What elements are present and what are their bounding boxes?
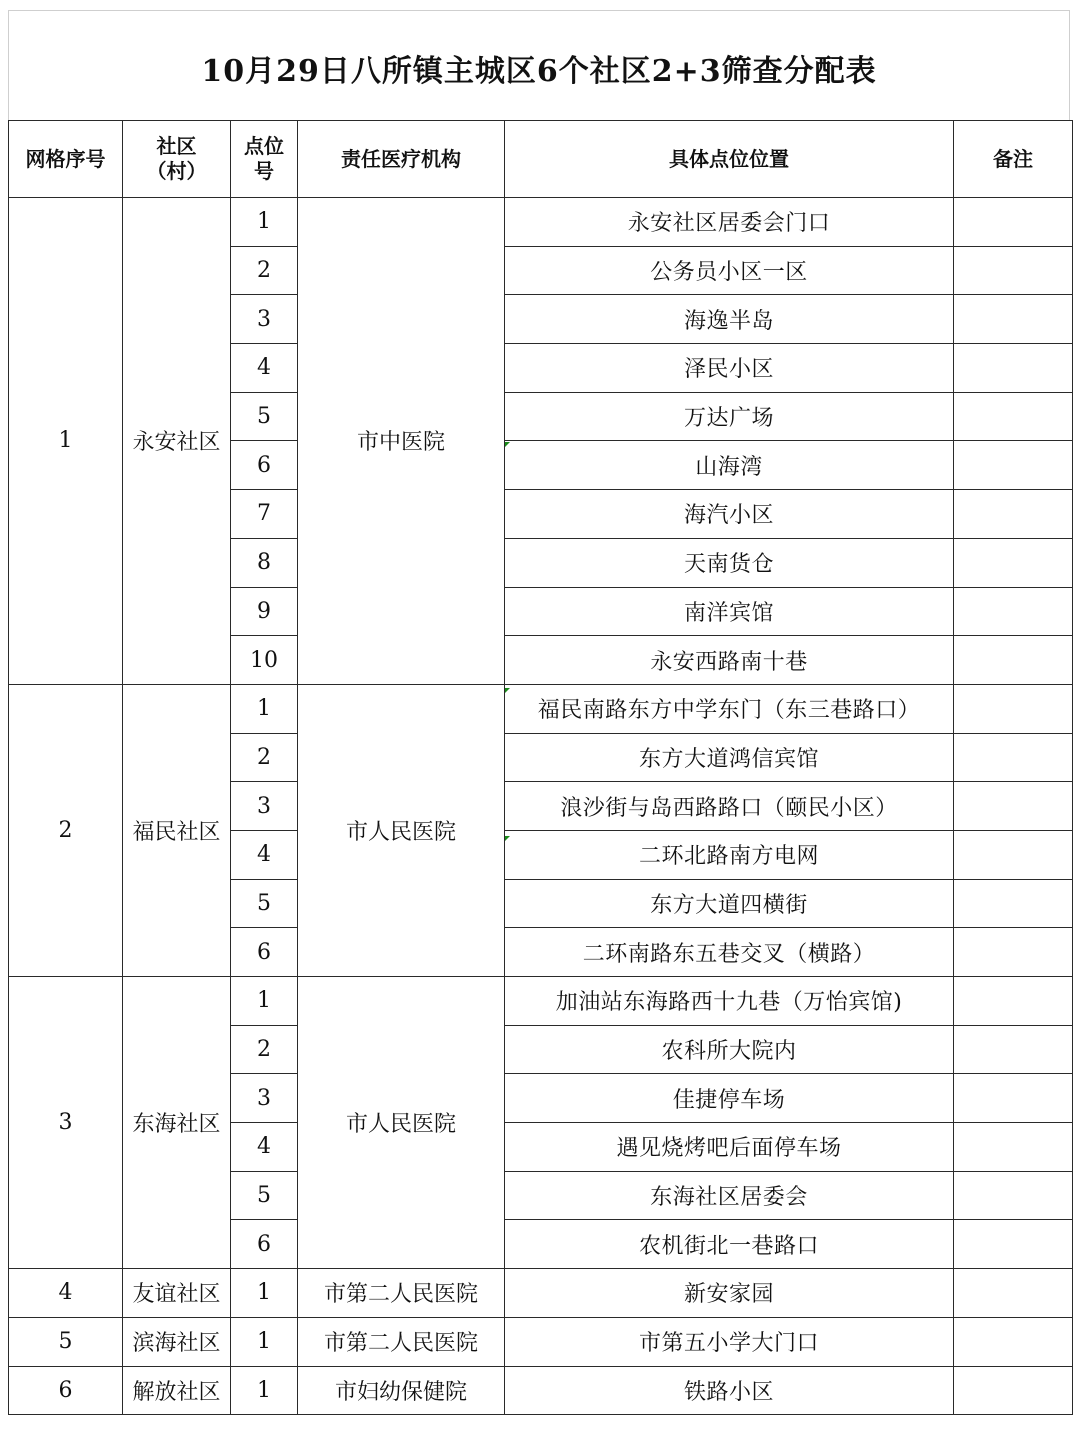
community-cell: 福民社区: [123, 684, 231, 976]
table-row: [9, 198, 1073, 247]
community-cell: 友谊社区: [123, 1269, 231, 1318]
point-number-cell: 1: [231, 1269, 298, 1318]
table-row: [9, 977, 1073, 1026]
remark-cell: [954, 636, 1073, 685]
location-cell: 公务员小区一区: [505, 246, 954, 295]
remark-cell: [954, 733, 1073, 782]
institution-cell: 市中医院: [298, 198, 505, 685]
remark-cell: [954, 198, 1073, 247]
remark-cell: [954, 392, 1073, 441]
institution-cell: 市人民医院: [298, 977, 505, 1269]
institution-cell: 市第二人民医院: [298, 1269, 505, 1318]
remark-cell: [954, 830, 1073, 879]
point-number-cell: 6: [231, 928, 298, 977]
header-point-line1: 点位: [244, 134, 284, 158]
remark-cell: [954, 295, 1073, 344]
remark-cell: [954, 1220, 1073, 1269]
location-cell: 福民南路东方中学东门（东三巷路口）: [505, 684, 954, 733]
header-location: 具体点位位置: [505, 121, 954, 198]
point-number-cell: 3: [231, 295, 298, 344]
cell-comment-marker: [505, 442, 510, 447]
grid-number-cell: 1: [9, 198, 123, 685]
table-body: [9, 198, 1073, 1415]
point-number-cell: 3: [231, 782, 298, 831]
location-cell: 永安西路南十巷: [505, 636, 954, 685]
location-cell: 佳捷停车场: [505, 1074, 954, 1123]
grid-number-cell: 5: [9, 1317, 123, 1366]
institution-cell: 市人民医院: [298, 684, 505, 976]
location-cell: 南洋宾馆: [505, 587, 954, 636]
grid-number-cell: 2: [9, 684, 123, 976]
remark-cell: [954, 587, 1073, 636]
point-number-cell: 6: [231, 441, 298, 490]
community-cell: 解放社区: [123, 1366, 231, 1415]
point-number-cell: 1: [231, 977, 298, 1026]
remark-cell: [954, 1269, 1073, 1318]
header-point: [231, 121, 298, 198]
cell-comment-marker: [505, 688, 510, 693]
remark-cell: [954, 490, 1073, 539]
remark-cell: [954, 782, 1073, 831]
institution-cell: 市妇幼保健院: [298, 1366, 505, 1415]
table-row: [9, 1366, 1073, 1415]
remark-cell: [954, 1123, 1073, 1172]
grid-number-cell: 3: [9, 977, 123, 1269]
location-cell: 万达广场: [505, 392, 954, 441]
remark-cell: [954, 879, 1073, 928]
point-number-cell: 2: [231, 733, 298, 782]
location-cell: 海逸半岛: [505, 295, 954, 344]
header-row: [9, 121, 1073, 198]
point-number-cell: 4: [231, 1123, 298, 1172]
point-number-cell: 4: [231, 830, 298, 879]
community-cell: 东海社区: [123, 977, 231, 1269]
location-cell: 遇见烧烤吧后面停车场: [505, 1123, 954, 1172]
header-community: [123, 121, 231, 198]
location-cell: 东海社区居委会: [505, 1171, 954, 1220]
location-cell: 泽民小区: [505, 344, 954, 393]
cell-comment-marker: [505, 836, 510, 841]
point-number-cell: 3: [231, 1074, 298, 1123]
remark-cell: [954, 684, 1073, 733]
remark-cell: [954, 246, 1073, 295]
grid-number-cell: 4: [9, 1269, 123, 1318]
location-cell: 市第五小学大门口: [505, 1317, 954, 1366]
location-cell: 加油站东海路西十九巷（万怡宾馆): [505, 977, 954, 1026]
point-number-cell: 1: [231, 1366, 298, 1415]
point-number-cell: 1: [231, 1317, 298, 1366]
remark-cell: [954, 928, 1073, 977]
table-row: [9, 1269, 1073, 1318]
header-community-line1: 社区: [156, 134, 197, 158]
location-cell: 东方大道鸿信宾馆: [505, 733, 954, 782]
point-number-cell: 2: [231, 1025, 298, 1074]
location-cell: 海汽小区: [505, 490, 954, 539]
remark-cell: [954, 1171, 1073, 1220]
point-number-cell: 7: [231, 490, 298, 539]
remark-cell: [954, 441, 1073, 490]
screening-allocation-table: [8, 120, 1073, 1415]
location-cell: 永安社区居委会门口: [505, 198, 954, 247]
point-number-cell: 2: [231, 246, 298, 295]
grid-number-cell: 6: [9, 1366, 123, 1415]
document-title: 10月29日八所镇主城区6个社区2+3筛查分配表: [201, 54, 877, 89]
header-point-line2: 号: [254, 159, 274, 183]
location-cell: 山海湾: [505, 441, 954, 490]
remark-cell: [954, 1317, 1073, 1366]
header-remark: 备注: [954, 121, 1073, 198]
header-institution: 责任医疗机构: [298, 121, 505, 198]
institution-cell: 市第二人民医院: [298, 1317, 505, 1366]
location-cell: 铁路小区: [505, 1366, 954, 1415]
table-row: [9, 1317, 1073, 1366]
remark-cell: [954, 977, 1073, 1026]
point-number-cell: 1: [231, 684, 298, 733]
point-number-cell: 4: [231, 344, 298, 393]
point-number-cell: 5: [231, 879, 298, 928]
header-community-line2: （村）: [146, 159, 207, 183]
point-number-cell: 6: [231, 1220, 298, 1269]
location-cell: 二环北路南方电网: [505, 830, 954, 879]
point-number-cell: 9: [231, 587, 298, 636]
point-number-cell: 5: [231, 392, 298, 441]
point-number-cell: 5: [231, 1171, 298, 1220]
location-cell: 天南货仓: [505, 538, 954, 587]
community-cell: 永安社区: [123, 198, 231, 685]
remark-cell: [954, 1074, 1073, 1123]
location-cell: 浪沙街与岛西路路口（颐民小区）: [505, 782, 954, 831]
location-cell: 东方大道四横街: [505, 879, 954, 928]
remark-cell: [954, 538, 1073, 587]
header-grid-no: 网格序号: [9, 121, 123, 198]
location-cell: 农机街北一巷路口: [505, 1220, 954, 1269]
remark-cell: [954, 1025, 1073, 1074]
point-number-cell: 1: [231, 198, 298, 247]
table-row: [9, 684, 1073, 733]
location-cell: 二环南路东五巷交叉（横路）: [505, 928, 954, 977]
point-number-cell: 8: [231, 538, 298, 587]
point-number-cell: 10: [231, 636, 298, 685]
community-cell: 滨海社区: [123, 1317, 231, 1366]
location-cell: 新安家园: [505, 1269, 954, 1318]
remark-cell: [954, 344, 1073, 393]
location-cell: 农科所大院内: [505, 1025, 954, 1074]
remark-cell: [954, 1366, 1073, 1415]
